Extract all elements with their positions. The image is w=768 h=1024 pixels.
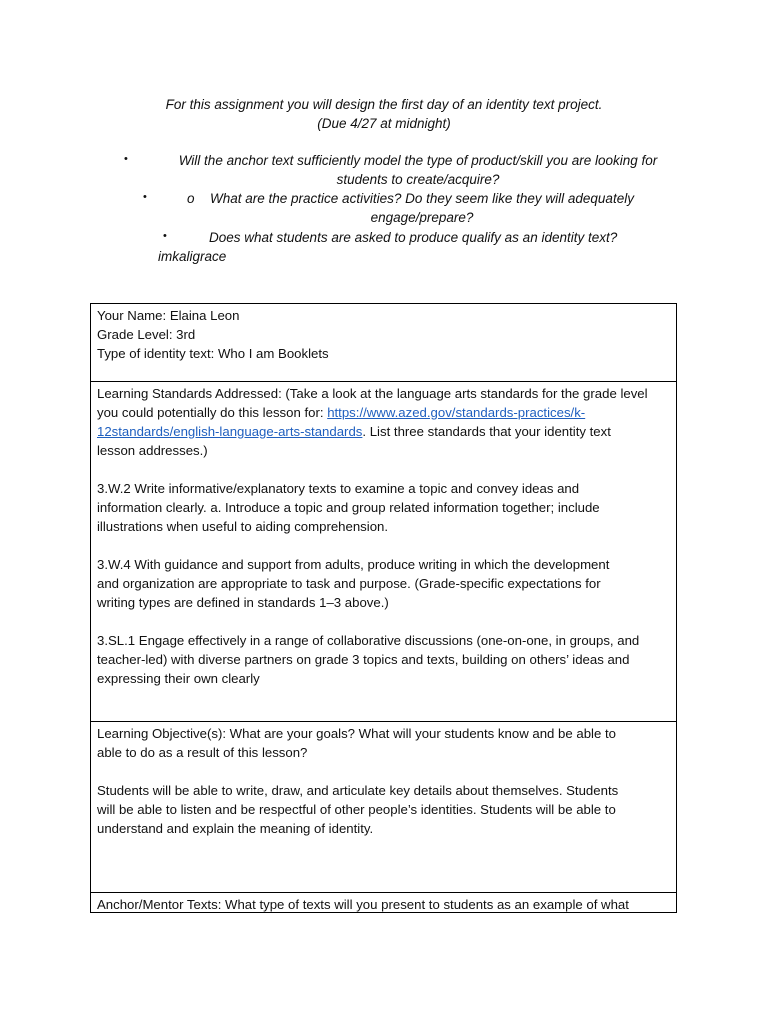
objectives-answer-line-2: will be able to listen and be respectful of other people’s identities. Students will be able to [97,802,616,817]
standards-prompt-line-4: lesson addresses.) [97,443,208,458]
question-1-line-1: Will the anchor text sufficiently model the type of product/skill you are looking for [178,153,658,168]
standards-prompt-text-end: . List three standards that your identity text [362,424,611,439]
standards-link-continued[interactable]: 12standards/english-language-arts-standards [97,424,363,439]
standards-prompt-line-3 [97,422,670,441]
standard-3sl1-line-1: 3.SL.1 Engage effectively in a range of collaborative discussions (one-on-one, in groups, and [97,633,640,648]
question-3-line-2: imkaligrace [158,249,227,264]
standard-3w4-line-3: writing types are defined in standards 1–3 above.) [97,595,389,610]
standard-3sl1-line-3: expressing their own clearly [97,671,260,686]
standards-link[interactable]: https://www.azed.gov/standards-practices/k- [327,405,586,420]
anchor-texts-cell [91,893,676,913]
question-3-text [158,228,678,266]
objectives-prompt-line-2: able to do as a result of this lesson? [97,745,308,760]
learning-standards-cell [91,382,676,722]
standard-3w2-line-1: 3.W.2 Write informative/explanatory texts to examine a topic and convey ideas and [97,481,580,496]
standards-prompt-text: you could potentially do this lesson for: [97,405,328,420]
bullet-icon: • [163,230,167,242]
question-1-text [168,151,668,189]
assignment-intro [0,95,768,133]
intro-line-1: For this assignment you will design the first day of an identity text project. [165,97,603,112]
identity-text-type: Type of identity text: Who I am Booklets [97,346,329,361]
standard-3sl1-line-2: teacher-led) with diverse partners on grade 3 topics and texts, building on others’ ideas and [97,652,630,667]
bullet-icon: • [143,191,147,203]
your-name: Your Name: Elaina Leon [97,308,240,323]
standard-3w4-line-1: 3.W.4 With guidance and support from adults, produce writing in which the development [97,557,610,572]
objectives-answer-line-1: Students will be able to write, draw, and articulate key details about themselves. Students [97,783,619,798]
grade-level: Grade Level: 3rd [97,327,196,342]
intro-due-date: (Due 4/27 at midnight) [317,116,451,131]
question-2-line-1: What are the practice activities? Do they seem like they will adequately [210,191,634,206]
objectives-prompt-line-1: Learning Objective(s): What are your goals? What will your students know and be able to [97,726,616,741]
standards-prompt-line-2 [97,403,670,422]
anchor-prompt-line-1: Anchor/Mentor Texts: What type of texts will you present to students as an example of what [97,897,629,912]
question-2-line-2: engage/prepare? [370,210,474,225]
question-2-text [187,189,667,227]
sub-bullet-marker: o [187,191,195,206]
standard-3w2-line-2: information clearly. a. Introduce a topic and group related information together; include [97,500,600,515]
standards-prompt-line-1: Learning Standards Addressed: (Take a look at the language arts standards for the grade level [97,386,648,401]
learning-objectives-cell [91,722,676,893]
question-3-line-1: Does what students are asked to produce qualify as an identity text? [209,230,618,245]
lesson-plan-table [90,303,677,913]
objectives-answer-line-3: understand and explain the meaning of identity. [97,821,374,836]
standard-3w2-line-3: illustrations when useful to aiding comprehension. [97,519,389,534]
bullet-icon: • [124,153,128,165]
standard-3w4-line-2: and organization are appropriate to task and purpose. (Grade-specific expectations for [97,576,601,591]
student-info-cell [91,304,676,382]
question-1-line-2: students to create/acquire? [336,172,500,187]
